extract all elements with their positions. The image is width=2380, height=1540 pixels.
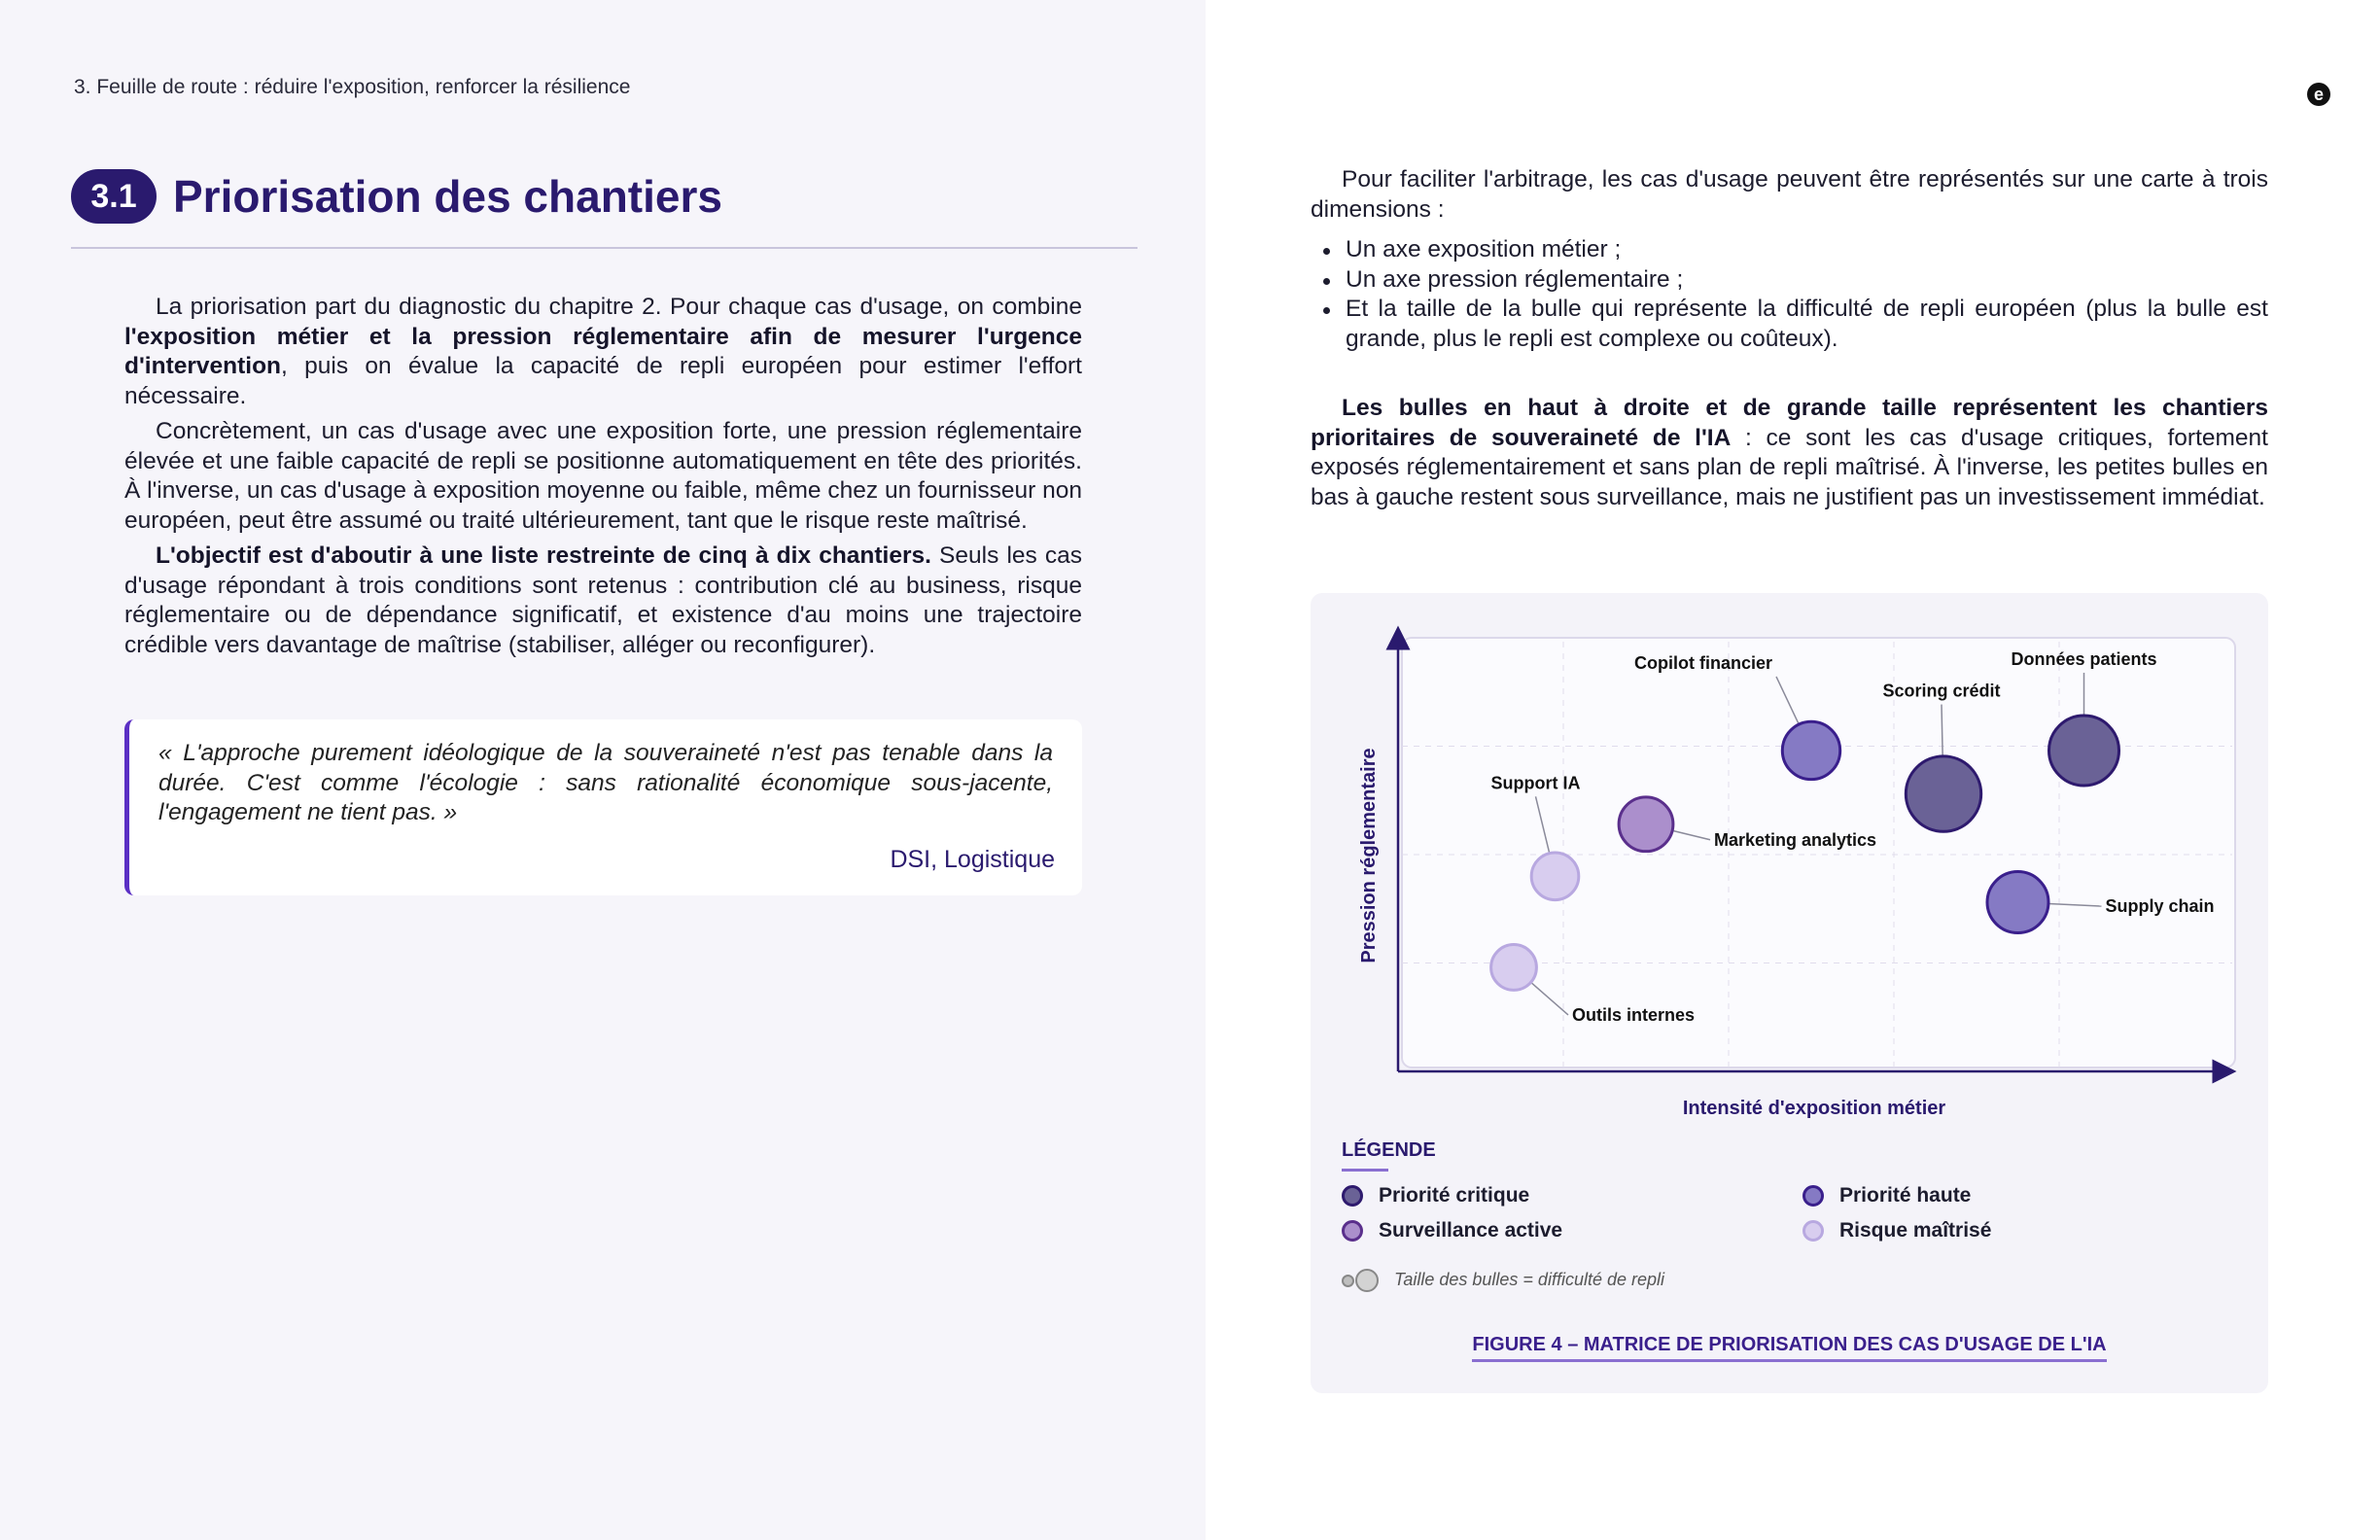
bubble	[1782, 721, 1839, 779]
section-title: Priorisation des chantiers	[173, 171, 722, 222]
y-axis-label: Pression réglementaire	[1358, 748, 1380, 963]
right-intro-text: Pour faciliter l'arbitrage, les cas d'usage peuvent être représentés sur une carte à trois dimensions :	[1311, 166, 2268, 223]
bubble	[1491, 945, 1537, 991]
p3-text: Seuls les cas d'usage répondant à trois conditions sont retenus : contribution clé au business, risque réglementaire ou de dépendance significatif, et existence d'au moins une trajectoire crédible vers davantage de maîtrise (stabiliser, alléger ou reconfigurer).	[124, 542, 1082, 658]
section-number-badge: 3.1	[71, 169, 157, 224]
right-paragraph	[1311, 394, 2268, 512]
legend-dot	[1342, 1220, 1363, 1242]
legend-item-critique: Priorité critique	[1342, 1182, 1529, 1209]
legend-title: LÉGENDE	[1342, 1139, 1436, 1161]
legend-item-haute: Priorité haute	[1802, 1182, 1971, 1209]
bubble-size-note: Taille des bulles = difficulté de repli	[1342, 1266, 1664, 1293]
x-axis-label: Intensité d'exposition métier	[1682, 1098, 1946, 1119]
p1-text-a: La priorisation part du diagnostic du chapitre 2. Pour chaque cas d'usage, on combine	[156, 294, 1082, 320]
list-item: Un axe exposition métier ;	[1311, 235, 2268, 265]
bubble	[1619, 797, 1673, 852]
bubble-label: Scoring crédit	[1882, 681, 2001, 701]
quote-box	[124, 719, 1082, 895]
bubble-label: Supply chain	[2105, 896, 2215, 917]
figure-panel	[1311, 593, 2268, 1393]
paragraph-3	[124, 542, 1082, 660]
bubble-label: Outils internes	[1572, 1004, 1696, 1025]
bubble-label: Copilot financier	[1633, 652, 1772, 673]
p1-text-c: , puis on évalue la capacité de repli européen pour estimer l'effort nécessaire.	[124, 353, 1082, 409]
quote-text: « L'approche purement idéologique de la souveraineté n'est pas tenable dans la durée. C'est comme l'écologie : sans rationalité économique sous-jacente, l'engagement ne tient pas. »	[158, 740, 1053, 825]
section-header	[71, 169, 1138, 249]
right-paragraph-text	[1311, 394, 2268, 512]
running-head: 3. Feuille de route : réduire l'exposition, renforcer la résilience	[74, 76, 631, 98]
bubble-label: Support IA	[1490, 773, 1581, 793]
legend-dot	[1802, 1220, 1824, 1242]
bubble-label: Marketing analytics	[1714, 829, 1877, 850]
large-bubble-icon	[1355, 1269, 1379, 1292]
figure-caption: FIGURE 4 – MATRICE DE PRIORISATION DES CAS D'USAGE DE L'IA	[1311, 1334, 2268, 1356]
legend-item-maitrise: Risque maîtrisé	[1802, 1217, 1991, 1244]
right-para-bold: Les bulles en haut à droite et de grande taille représentent les chantiers prioritaires de souveraineté de l'IA	[1311, 395, 2268, 451]
paragraph-1	[124, 293, 1082, 411]
legend-dot	[1342, 1185, 1363, 1207]
legend-dot	[1802, 1185, 1824, 1207]
quote-author: DSI, Logistique	[890, 846, 1055, 873]
right-para-rest: : ce sont les cas d'usage critiques, fortement exposés réglementairement et sans plan de repli maîtrisé. À l'inverse, les petites bulles en bas à gauche restent sous surveillance, mais ne justifient pas un investissement immédiat.	[1311, 424, 2268, 510]
legend-item-surveillance: Surveillance active	[1342, 1217, 1562, 1244]
bubble	[1987, 872, 2048, 933]
bubble	[1906, 756, 1980, 831]
plot-area	[1402, 638, 2235, 1068]
list-item: Et la taille de la bulle qui représente la difficulté de repli européen (plus la bulle est grande, plus le repli est complexe ou coûteux).	[1311, 295, 2268, 354]
bubble-chart	[1311, 593, 2268, 1138]
bubble	[2049, 716, 2119, 786]
dimension-list	[1311, 235, 2268, 354]
legend-underline	[1342, 1169, 1388, 1172]
p3-bold: L'objectif est d'aboutir à une liste restreinte de cinq à dix chantiers.	[156, 542, 931, 569]
paragraph-2: Concrètement, un cas d'usage avec une exposition forte, une pression réglementaire élevée et une faible capacité de repli se positionne automatiquement en tête des priorités. À l'inverse, un cas d'usage à exposition moyenne ou faible, même chez un fournisseur non européen, peut être assumé ou traité ultérieurement, tant que le risque reste maîtrisé.	[124, 418, 1082, 534]
list-item: Un axe pression réglementaire ;	[1311, 265, 2268, 296]
bubble-label: Données patients	[2011, 648, 2157, 669]
small-bubble-icon	[1342, 1275, 1354, 1287]
right-intro	[1311, 165, 2268, 225]
brand-logo-icon: e	[2307, 83, 2330, 106]
bubble	[1531, 853, 1579, 900]
p1-bold: l'exposition métier et la pression réglementaire afin de mesurer l'urgence d'intervention	[124, 323, 1082, 379]
left-body-text	[124, 293, 1082, 660]
